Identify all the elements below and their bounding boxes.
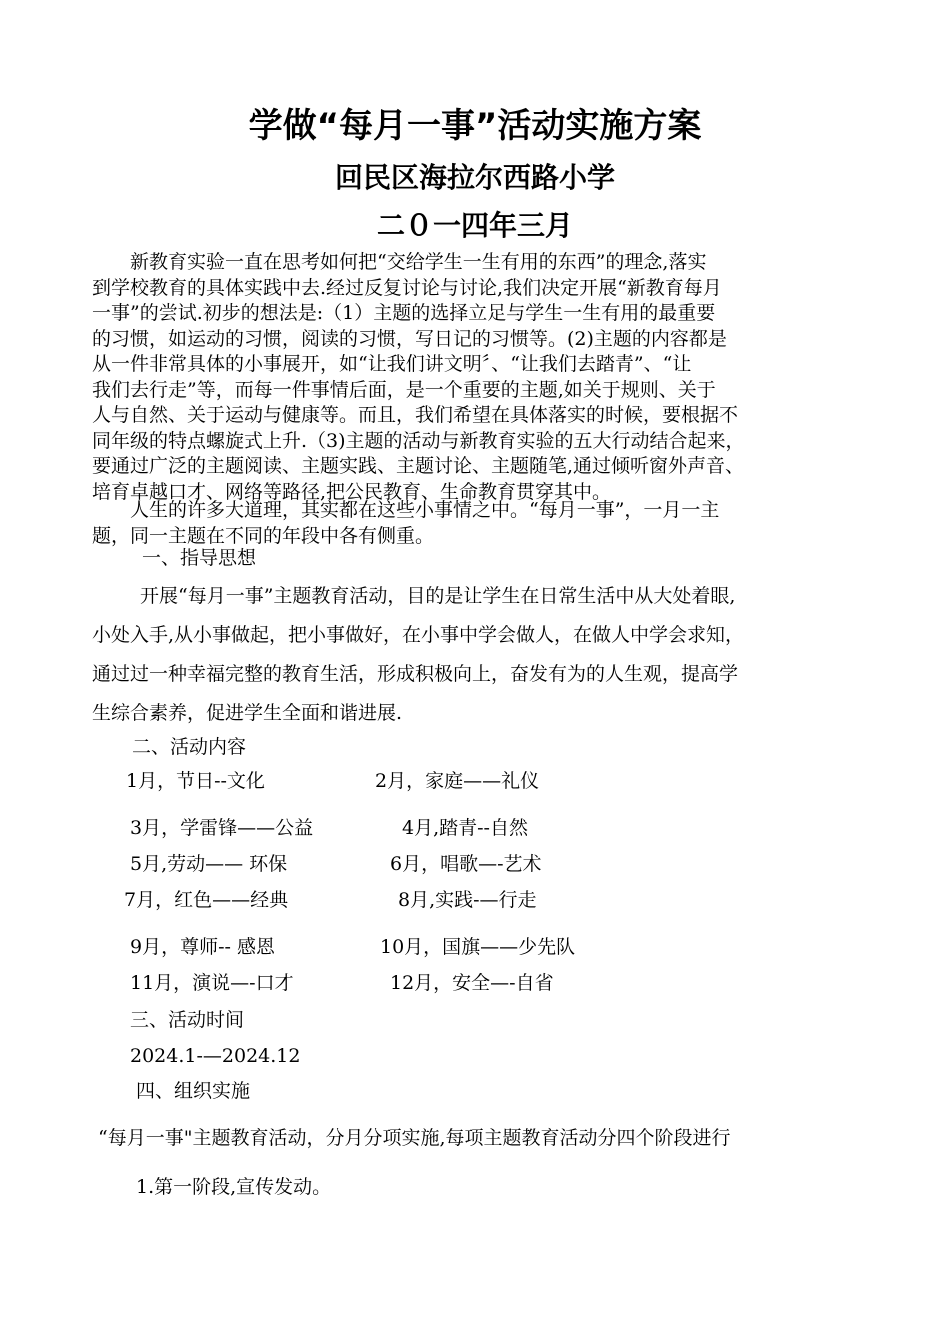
intro-line: 题，同一主题在不同的年段中各有侧重。 [92,524,435,547]
guiding-line: 开展“每月一事”主题教育活动，目的是让学生在日常生活中从大处着眼, [140,585,736,607]
guiding-line: 通过过一种幸福完整的教育生活，形成积极向上，奋发有为的人生观，提高学 [92,663,739,685]
month-item: 12月，安全—-自省 [390,972,554,994]
intro-paragraph-1 [92,250,862,505]
month-item: 8月,实践-—行走 [398,889,537,911]
document-title: 学做“每月一事”活动实施方案 [248,106,702,146]
month-item: 4月,踏青--自然 [402,817,528,839]
intro-line: 人与自然、关于运动与健康等。而且，我们希望在具体落实的时候，要根据不 [92,404,739,426]
intro-line: 我们去行走”等，而每一件事情后面，是一个重要的主题,如关于规则、关于 [92,378,716,401]
month-item: 2月，家庭——礼仪 [375,770,540,792]
intro-line: 的习惯，如运动的习惯，阅读的习惯，写日记的习惯等。(2)主题的内容都是 [92,327,727,350]
intro-paragraph-2 [92,498,862,549]
section-heading-guiding: 一、指导思想 [142,547,257,569]
month-item: 11月，演说—-口才 [130,972,294,994]
intro-line: 培育卓越口才、网络等路径,把公民教育、生命教育贯穿其中。 [92,480,612,503]
month-item: 9月，尊师-- 感恩 [130,936,275,958]
month-item: 5月,劳动—— 环保 [130,853,288,875]
guiding-line: 小处入手,从小事做起，把小事做好，在小事中学会做人，在做人中学会求知， [92,624,745,646]
stage-1: 1.第一阶段,宣传发动。 [136,1176,332,1198]
month-item: 6月，唱歌—-艺术 [390,853,542,875]
intro-line: 一事”的尝试.初步的想法是:（1）主题的选择立足与学生一生有用的最重要 [92,302,716,324]
document-date: 二０一四年三月 [376,209,573,242]
guiding-line: 生综合素养，促进学生全面和谐进展. [92,702,403,724]
intro-line: 新教育实验一直在思考如何把“交给学生一生有用的东西”的理念,落实 [92,251,707,273]
intro-line: 同年级的特点螺旋式上升.（3)主题的活动与新教育实验的五大行动结合起来， [92,429,745,452]
school-name: 回民区海拉尔西路小学 [334,161,615,194]
guiding-paragraph [92,577,744,733]
section-heading-organization: 四、组织实施 [136,1080,251,1102]
month-item: 1月，节日--文化 [126,770,265,792]
month-item: 3月，学雷锋——公益 [130,817,314,839]
section-heading-content: 二、活动内容 [132,736,247,758]
intro-line: 到学校教育的具体实践中去.经过反复讨论与讨论,我们决定开展“新教育每月 [92,276,722,299]
organization-text: “每月一事"主题教育活动，分月分项实施,每项主题教育活动分四个阶段进行 [98,1127,731,1149]
month-item: 7月，红色——经典 [124,889,289,911]
intro-line: 要通过广泛的主题阅读、主题实践、主题讨论、主题随笔,通过倾听窗外声音、 [92,455,745,477]
intro-line: 从一件非常具体的小事展开，如“让我们讲文明〞、“让我们去踏青”、“让 [92,353,692,375]
section-heading-time: 三、活动时间 [130,1009,245,1031]
month-item: 10月，国旗——少先队 [380,936,576,958]
intro-line: 人生的许多大道理，其实都在这些小事情之中。“每月一事”，一月一主 [92,499,720,521]
activity-period: 2024.1-—2024.12 [130,1045,301,1067]
